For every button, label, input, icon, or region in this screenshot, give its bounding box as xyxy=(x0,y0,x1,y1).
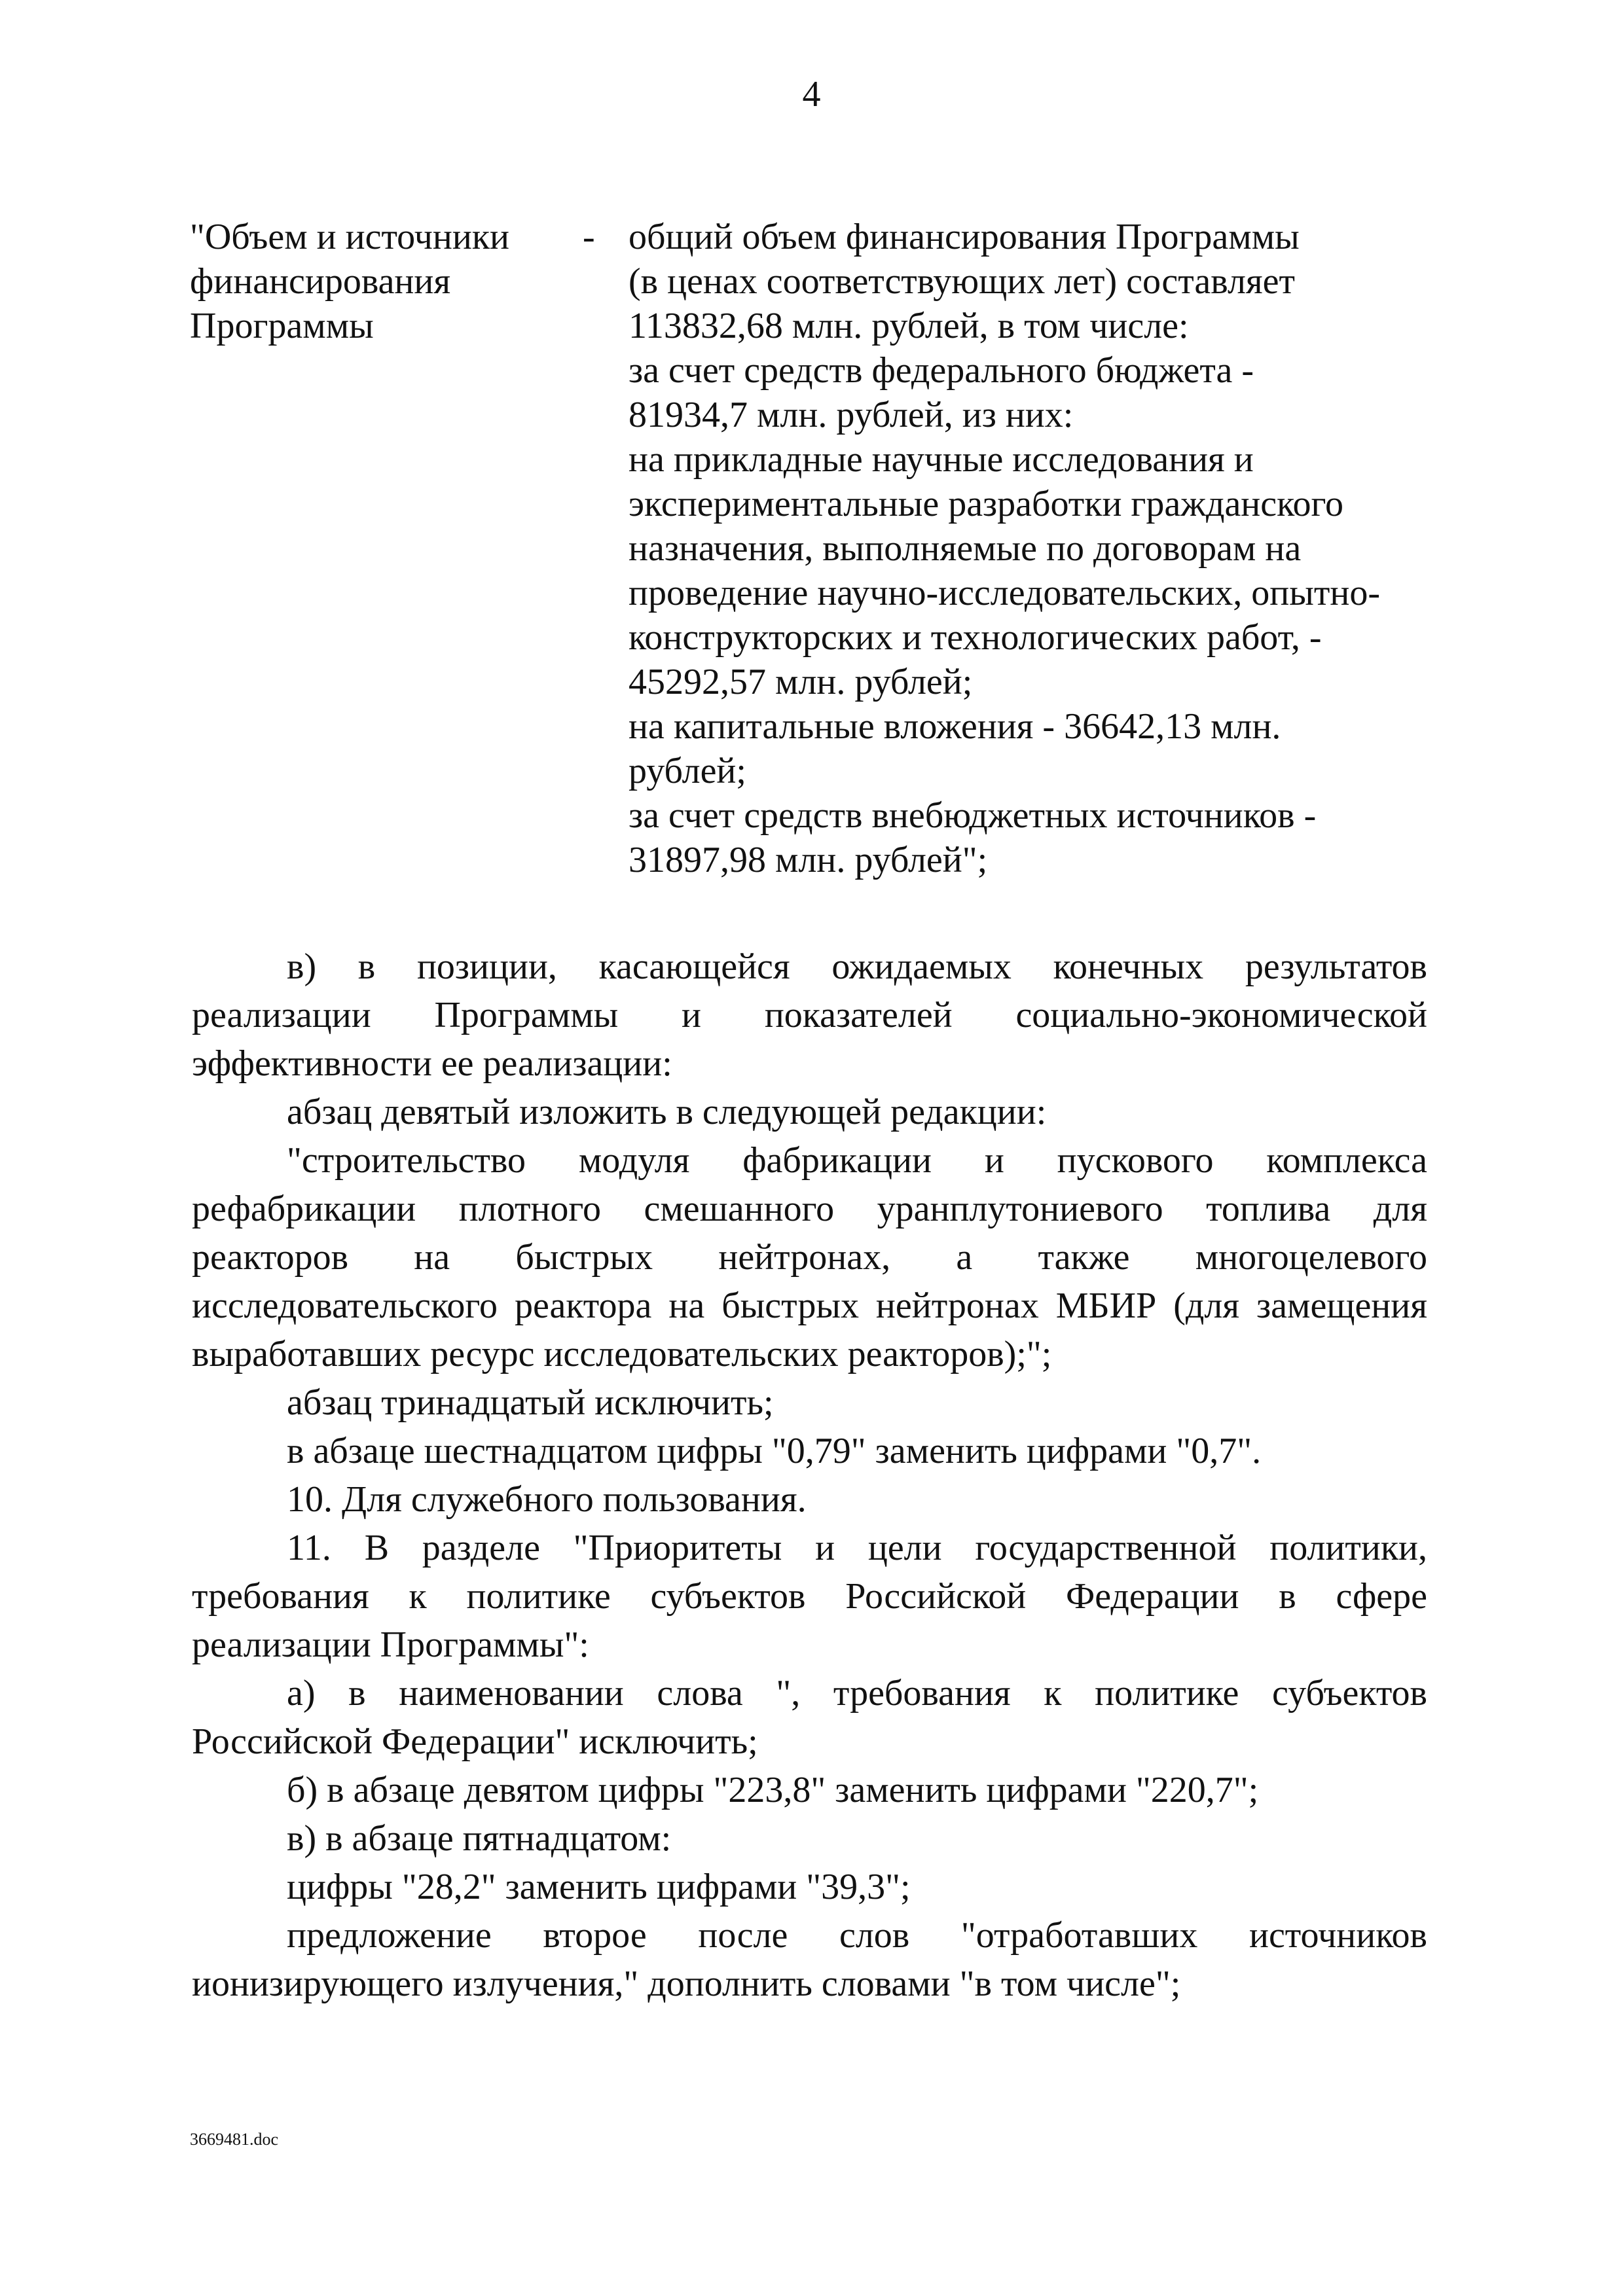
body-line: абзац девятый изложить в следующей редакции: xyxy=(287,1092,1047,1132)
passport-value-line: на капитальные вложения - 36642,13 млн. xyxy=(629,706,1281,747)
body-line: реализации Программы": xyxy=(192,1624,589,1665)
body-line: "строительство модуля фабрикации и пускового комплекса xyxy=(287,1140,1427,1181)
body-line: выработавших ресурс исследовательских реакторов);"; xyxy=(192,1334,1052,1374)
passport-label-line: "Объем и источники xyxy=(190,217,510,257)
body-line: а) в наименовании слова ", требования к политике субъектов xyxy=(287,1673,1427,1713)
body-line: исследовательского реактора на быстрых нейтронах МБИР (для замещения xyxy=(192,1285,1427,1326)
passport-value-line: конструкторских и технологических работ, - xyxy=(629,617,1322,658)
passport-value-line: на прикладные научные исследования и xyxy=(629,439,1254,480)
passport-value-line: рублей; xyxy=(629,751,746,791)
page-number: 4 xyxy=(802,74,821,115)
passport-value-line: 45292,57 млн. рублей; xyxy=(629,662,973,702)
body-line: абзац тринадцатый исключить; xyxy=(287,1382,774,1423)
body-line: предложение второе после слов "отработавших источников xyxy=(287,1915,1427,1956)
passport-value-line: 81934,7 млн. рублей, из них: xyxy=(629,395,1074,435)
body-line: в) в абзаце пятнадцатом: xyxy=(287,1818,672,1859)
body-line: ионизирующего излучения," дополнить словами "в том числе"; xyxy=(192,1964,1181,2004)
body-line: Российской Федерации" исключить; xyxy=(192,1721,758,1762)
passport-dash xyxy=(583,215,609,259)
body-line: требования к политике субъектов Российской Федерации в сфере xyxy=(192,1576,1427,1617)
body-line: 10. Для служебного пользования. xyxy=(287,1479,807,1520)
passport-value-line: проведение научно-исследовательских, опытно- xyxy=(629,573,1380,613)
body-line: эффективности ее реализации: xyxy=(192,1043,672,1084)
passport-value-line: (в ценах соответствующих лет) составляет xyxy=(629,261,1296,302)
passport-value-line: за счет средств федерального бюджета - xyxy=(629,350,1254,391)
passport-label-line: Программы xyxy=(190,306,374,346)
body-line: реакторов на быстрых нейтронах, а также многоцелевого xyxy=(192,1237,1427,1278)
passport-label-line: финансирования xyxy=(190,261,451,302)
footer-filename: 3669481.doc xyxy=(190,2130,279,2149)
passport-value xyxy=(629,215,1447,882)
passport-value-line: за счет средств внебюджетных источников - xyxy=(629,795,1317,836)
document-body xyxy=(192,942,1427,2008)
passport-value-line: 31897,98 млн. рублей"; xyxy=(629,840,988,880)
body-line: 11. В разделе "Приоритеты и цели государственной политики, xyxy=(287,1528,1427,1568)
body-line: в абзаце шестнадцатом цифры "0,79" заменить цифрами "0,7". xyxy=(287,1431,1262,1471)
body-line: цифры "28,2" заменить цифрами "39,3"; xyxy=(287,1867,911,1907)
passport-value-line: экспериментальные разработки гражданского xyxy=(629,484,1344,524)
passport-dash-glyph: - xyxy=(583,217,595,257)
passport-value-line: назначения, выполняемые по договорам на xyxy=(629,528,1302,569)
passport-value-line: общий объем финансирования Программы xyxy=(629,217,1300,257)
passport-row xyxy=(0,215,1623,902)
body-line: в) в позиции, касающейся ожидаемых конечных результатов xyxy=(287,946,1427,987)
passport-value-line: 113832,68 млн. рублей, в том числе: xyxy=(629,306,1189,346)
passport-label xyxy=(190,215,556,348)
body-line: реализации Программы и показателей социально-экономической xyxy=(192,995,1427,1035)
body-line: б) в абзаце девятом цифры "223,8" заменить цифрами "220,7"; xyxy=(287,1770,1259,1810)
body-line: рефабрикации плотного смешанного уранплутониевого топлива для xyxy=(192,1189,1427,1229)
